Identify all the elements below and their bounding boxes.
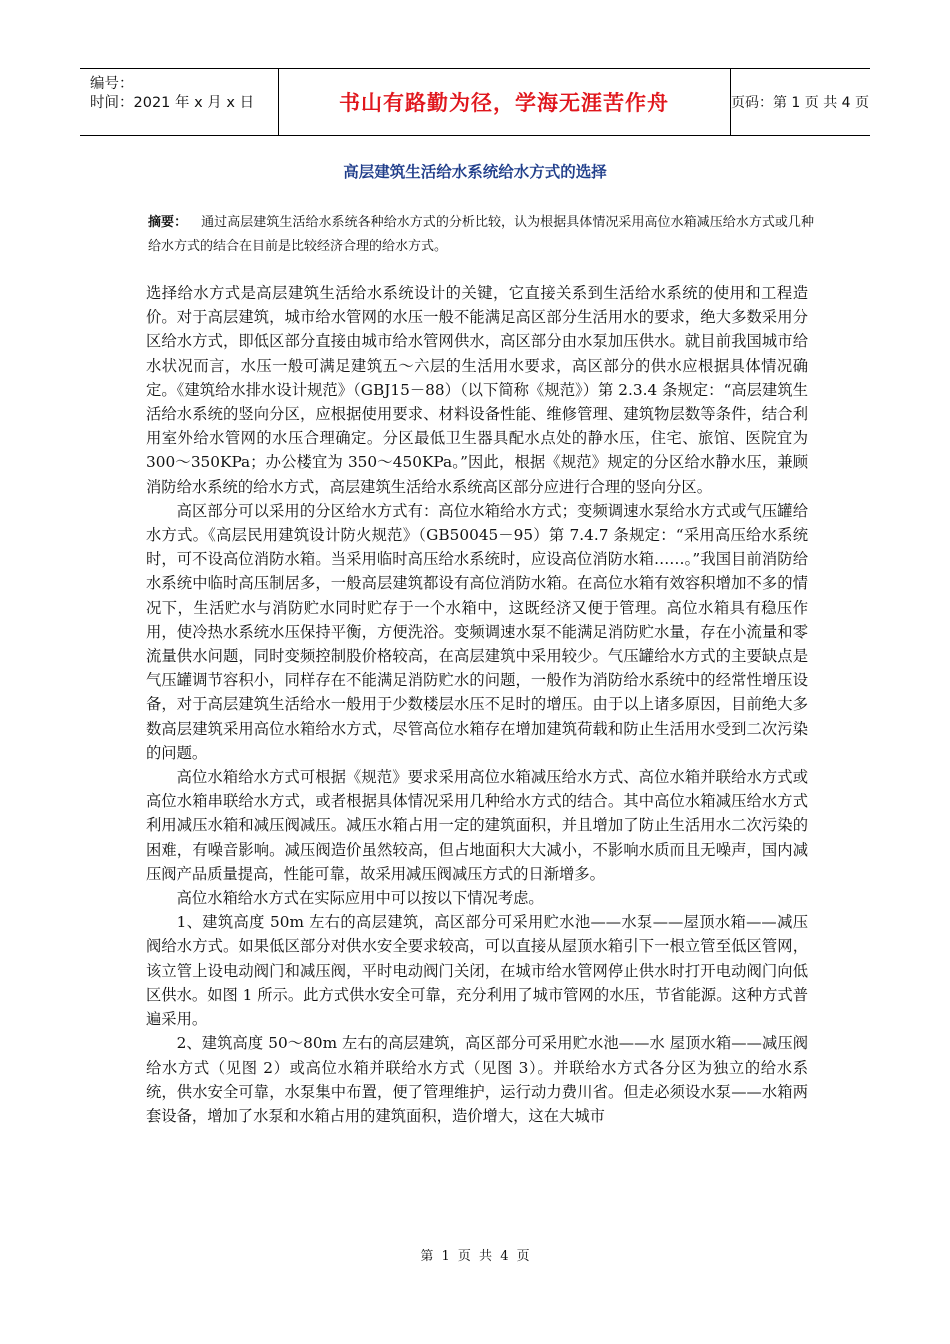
document-code-label: 编号： (90, 76, 134, 92)
paragraph: 1、建筑高度 50m 左右的高层建筑，高区部分可采用贮水池——水泵——屋顶水箱——减压阀给水方式。如果低区部分对供水安全要求较高，可以直接从屋顶水箱引下一根立管至低区管网，该立管上设电动阀门和减压阀，平时电动阀门关闭，在城市给水管网停止供水时打开电动阀门向低区供水。如图 1 所示。此方式供水安全可靠，充分利用了城市管网的水压，节省能源。这种方式普遍采用。 (146, 913, 808, 1029)
header-motto-cell (278, 69, 731, 135)
paragraph: 2、建筑高度 50～80m 左右的高层建筑，高区部分可采用贮水池——水 屋顶水箱——减压阀给水方式（见图 2）或高位水箱并联给水方式（见图 3）。并联给水方式各分区为独立的给水系统，供水安全可靠，水泵集中布置，便了管理维护，运行动力费川省。但走必须设水泵——水箱两套设备，增加了水泵和水箱占用的建筑面积，造价增大，这在大城市 (146, 1034, 808, 1125)
paragraph: 高位水箱给水方式可根据《规范》要求采用高位水箱减压给水方式、高位水箱并联给水方式或高位水箱串联给水方式，或者根据具体情况采用几种给水方式的结合。其中高位水箱减压给水方式利用减压水箱和减压阀减压。减压水箱占用一定的建筑面积，并且增加了防止生活用水二次污染的困难，有噪音影响。减压阀造价虽然较高，但占地面积大大减小，不影响水质而且无噪声，国内减压阀产品质量提高，性能可靠，故采用减压阀减压方式的日渐增多。 (146, 768, 808, 883)
abstract-label: 摘要： (148, 215, 188, 230)
page-footer: 第 1 页 共 4 页 (420, 1249, 530, 1264)
header-page-number: 页码：第 1 页 共 4 页 (730, 95, 870, 111)
paragraph: 高位水箱给水方式在实际应用中可以按以下情况考虑。 (176, 889, 544, 908)
document-title: 高层建筑生活给水系统给水方式的选择 (343, 163, 607, 181)
page-header (80, 68, 870, 136)
abstract-text: 通过高层建筑生活给水系统各种给水方式的分析比较，认为根据具体情况采用高位水箱减压给水方式或几种给水方式的结合在目前是比较经济合理的给水方式。 (148, 215, 814, 254)
abstract (148, 211, 814, 259)
header-page-cell (730, 69, 870, 135)
header-info-cell (80, 69, 279, 135)
paragraph: 高区部分可以采用的分区给水方式有：高位水箱给水方式；变频调速水泵给水方式或气压罐给水方式。《高层民用建筑设计防火规范》（GB50045－95）第 7.4.7 条规定：“采用高压给水系统时，可不设高位消防水箱。当采用临时高压给水系统时，应设高位消防水箱……。”我国目前消防给水系统中临时高压制居多，一般高层建筑都设有高位消防水箱。在高位水箱有效容积增加不多的情况下，生活贮水与消防贮水同时贮存于一个水箱中，这既经济又便于管理。高位水箱具有稳压作用，使冷热水系统水压保持平衡，方便洗浴。变频调速水泵不能满足消防贮水量，存在小流量和零流量供水问题，同时变频控制股价格较高，在高层建筑中采用较少。气压罐给水方式的主要缺点是气压罐调节容积小，同样存在不能满足消防贮水的问题，一般作为消防给水系统中的经常性增压设备，对于高层建筑生活给水一般用于少数楼层水压不足时的增压。由于以上诸多原因，目前绝大多数高层建筑采用高位水箱给水方式，尽管高位水箱存在增加建筑荷载和防止生活用水受到二次污染的问题。 (146, 501, 808, 762)
document-body (146, 281, 808, 1128)
header-motto: 书山有路勤为径，学海无涯苦作舟 (339, 91, 669, 115)
document-time-label: 时间：2021 年 x 月 x 日 (90, 95, 255, 111)
paragraph: 选择给水方式是高层建筑生活给水系统设计的关键，它直接关系到生活给水系统的使用和工程造价。对于高层建筑，城市给水管网的水压一般不能满足高区部分生活用水的要求，绝大多数采用分区给水方式，即低区部分直接由城市给水管网供水，高区部分由水泵加压供水。就目前我国城市给水状况而言，水压一般可满足建筑五～六层的生活用水要求，高区部分的供水应根据具体情况确定。《建筑给水排水设计规范》（GBJ15－88）（以下简称《规范》）第 2.3.4 条规定：“高层建筑生活给水系统的竖向分区，应根据使用要求、材料设备性能、维修管理、建筑物层数等条件，结合利用室外给水管网的水压合理确定。分区最低卫生器具配水点处的静水压，住宅、旅馆、医院宜为 300～350KPa；办公楼宜为 350～450KPa。”因此，根据《规范》规定的分区给水静水压，兼顾消防给水系统的给水方式，高层建筑生活给水系统高区部分应进行合理的竖向分区。 (146, 284, 808, 496)
